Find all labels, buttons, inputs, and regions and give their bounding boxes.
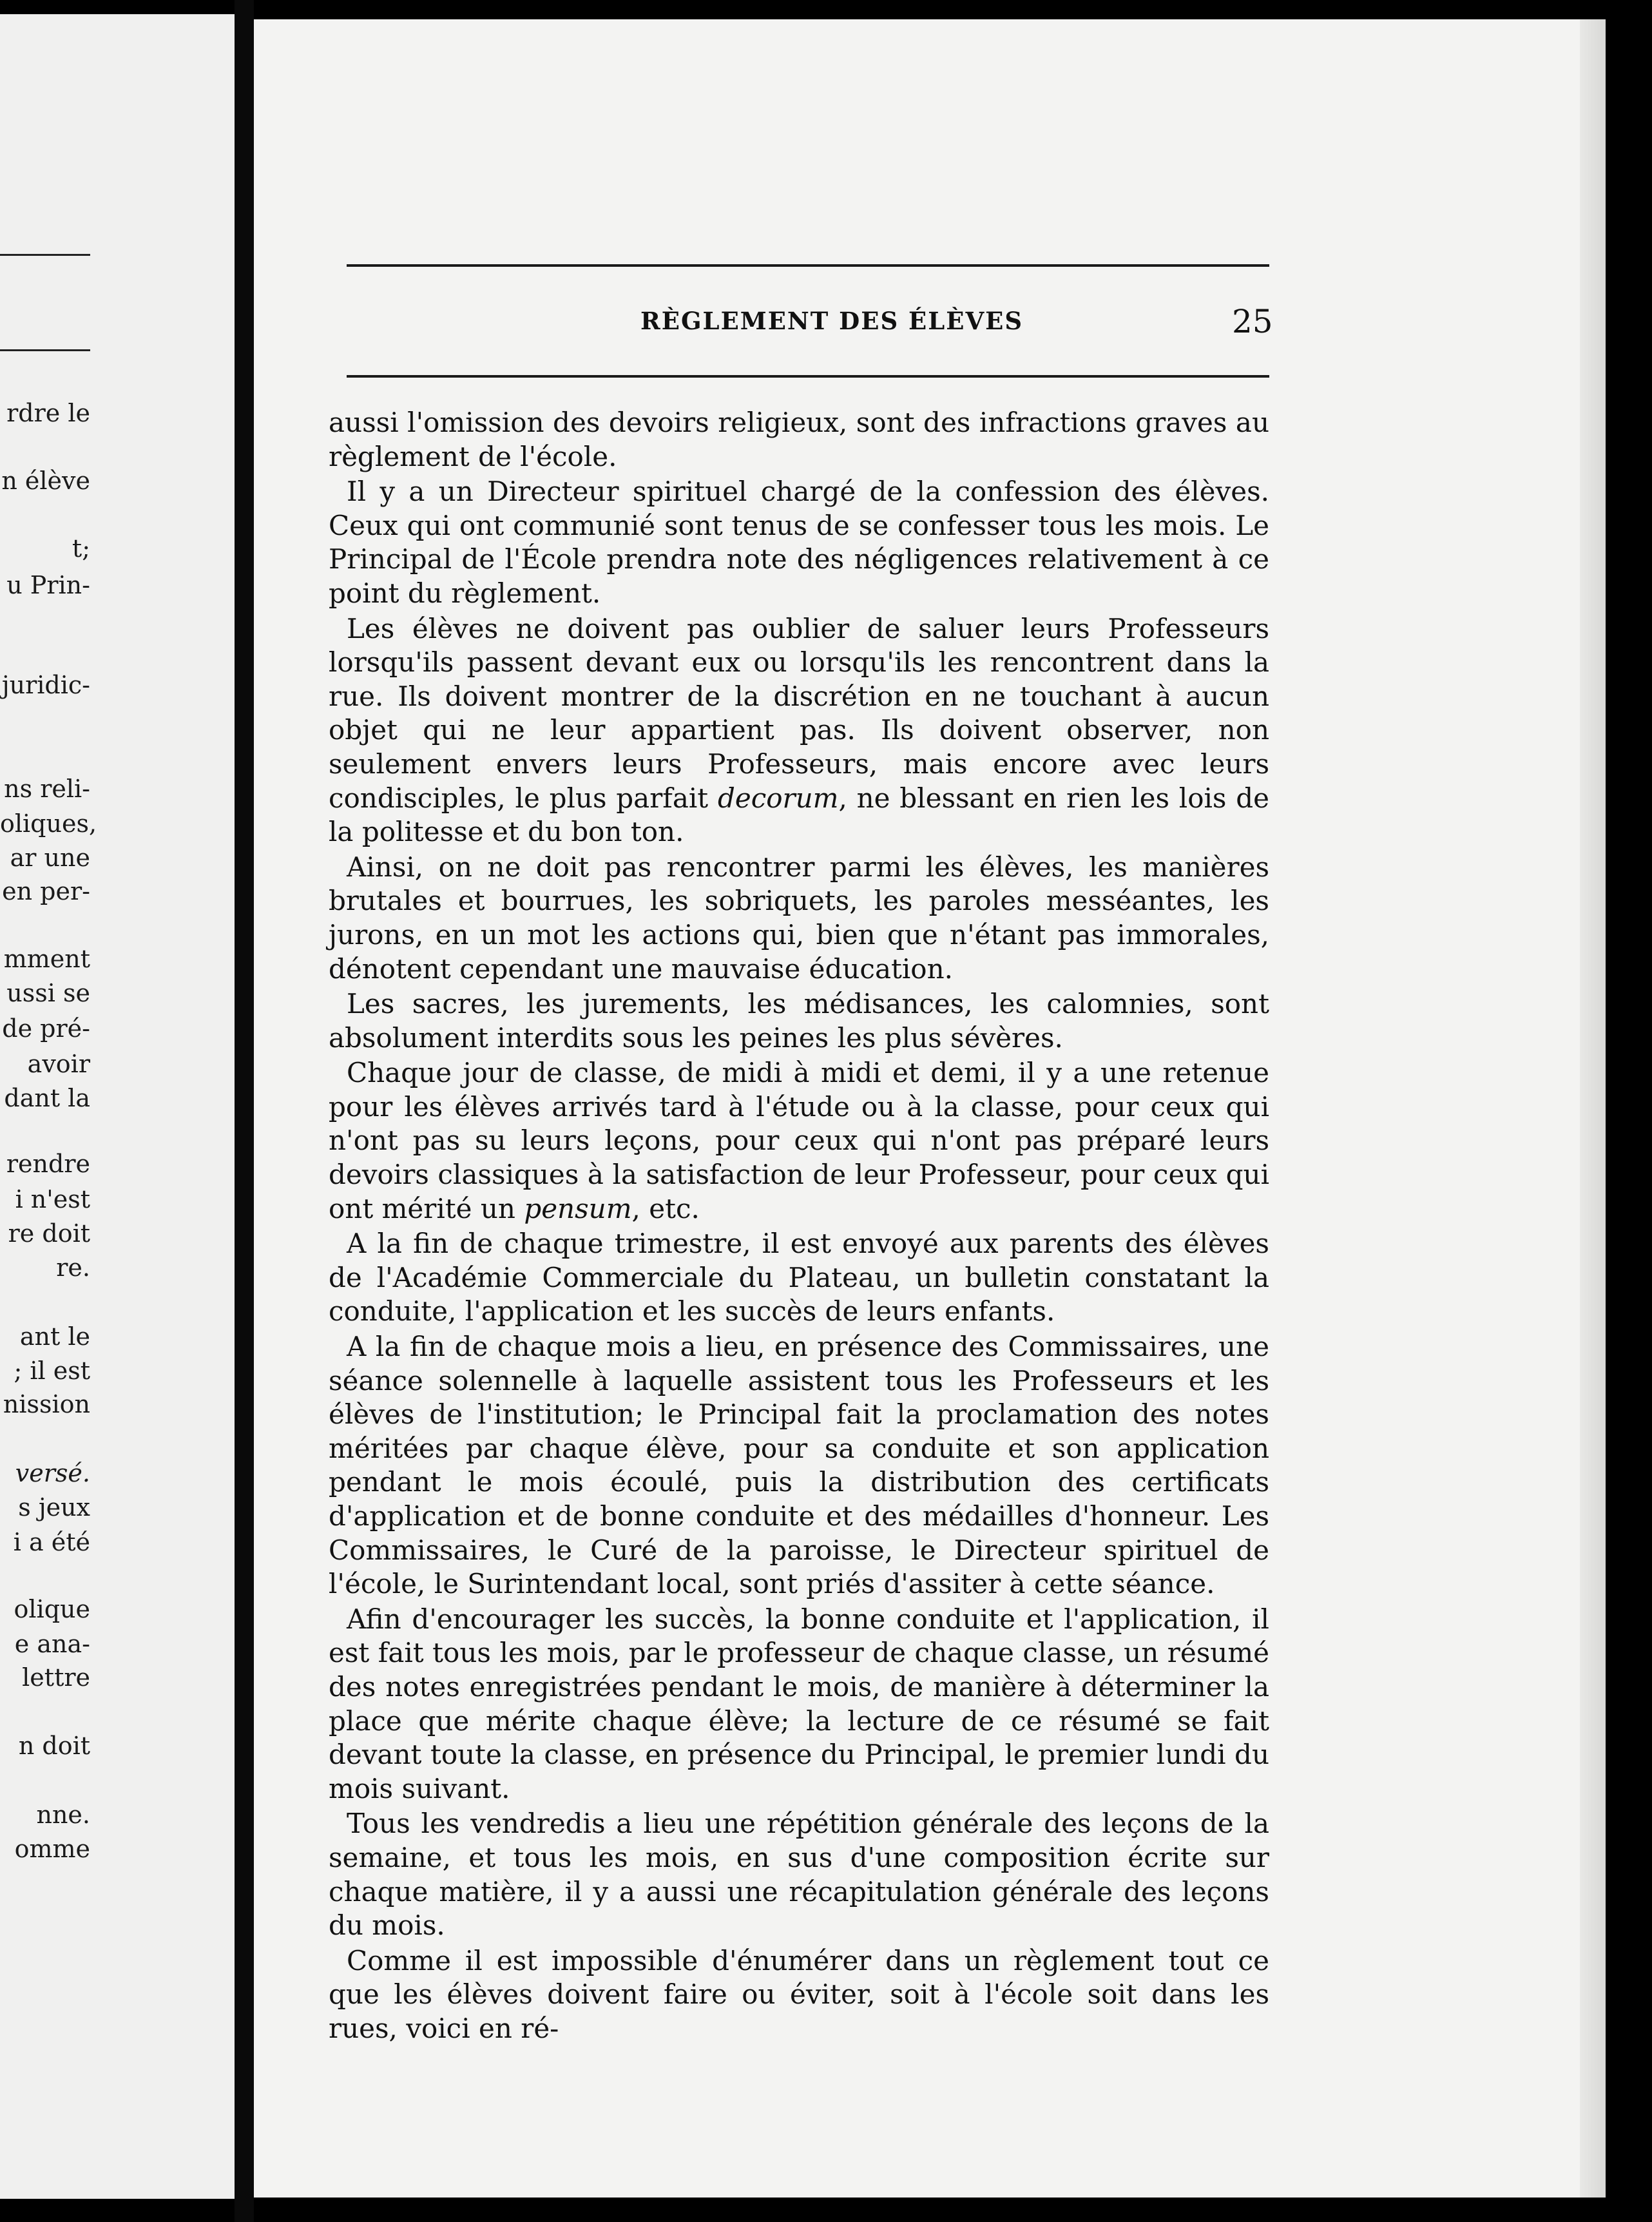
left-page-fragment: oliques,	[0, 809, 97, 838]
paragraph: Ainsi, on ne doit pas rencontrer parmi les élèves, les manières brutales et bourrues, les sobriquets, les paroles messéantes, les jurons, en un mot les actions qui, bien que n'étant pas immorales, dénotent cependant une mauvaise éducation.	[329, 851, 1269, 985]
left-page-fragment: s jeux	[18, 1493, 90, 1522]
page-25	[254, 19, 1606, 2198]
left-page-fragment: i n'est	[15, 1185, 90, 1213]
left-page-fragment: de pré-	[2, 1014, 90, 1043]
paragraph: Les sacres, les jurements, les médisances, les calomnies, sont absolument interdits sous les peines les plus sévères.	[329, 988, 1269, 1054]
left-page-fragment: re.	[56, 1253, 90, 1282]
left-page-fragment: omme	[14, 1835, 90, 1863]
left-page-fragment: dant la	[4, 1084, 90, 1112]
paragraph-text: , ne blessant en rien les lois de la politesse et du bon ton.	[329, 782, 1269, 848]
left-page-fragment: re doit	[8, 1219, 90, 1248]
paragraph: Afin d'encourager les succès, la bonne conduite et l'application, il est fait tous les mois, par le professeur de chaque classe, un résumé des notes enregistrées pendant le mois, de manière à déterminer la place que mérite chaque élève; la lecture de ce résumé se fait devant toute la classe, en présence du Principal, le premier lundi du mois suivant.	[329, 1603, 1269, 1804]
left-page-fragment: ussi se	[6, 979, 90, 1007]
left-page-fragment: ar une	[10, 844, 90, 872]
header-rule-bottom	[347, 375, 1269, 378]
running-head: RÈGLEMENT DES ÉLÈVES	[640, 307, 1024, 335]
paragraph: Il y a un Directeur spirituel chargé de la confession des élèves. Ceux qui ont communié sont tenus de se confesser tous les mois. Le Principal de l'École prendra note des négligences relativement à ce point du règlement.	[329, 476, 1269, 609]
left-page-fragment: e ana-	[14, 1630, 90, 1658]
left-page-fragment: u Prin-	[6, 571, 90, 599]
book-gutter	[235, 0, 254, 2222]
paragraph-text: Les élèves ne doivent pas oublier de saluer leurs Professeurs lorsqu'ils passent devant eux ou lorsqu'ils les rencontrent dans la rue. Ils doivent montrer de la discrétion en ne touchant à aucun objet qui ne leur appartient pas. Ils doivent observer, non seulement envers leurs Professeurs, mais encore avec leurs condisciples, le plus parfait	[329, 612, 1269, 814]
paragraph: aussi l'omission des devoirs religieux, sont des infractions graves au règlement de l'école.	[329, 407, 1269, 472]
left-page-rule	[0, 254, 90, 256]
italic-term-pensum: pensum	[524, 1192, 632, 1224]
paragraph-text: , etc.	[631, 1192, 700, 1224]
left-page-fragment: i a été	[13, 1528, 90, 1556]
paragraph: A la fin de chaque mois a lieu, en présence des Commissaires, une séance solennelle à laquelle assistent tous les Professeurs et les élèves de l'institution; le Principal fait la proclamation des notes méritées par chaque élève, pour sa conduite et son application pendant le mois écoulé, puis la distribution des certificats d'application et de bonne conduite et des médailles d'honneur. Les Commissaires, le Curé de la paroisse, le Directeur spirituel de l'école, le Surintendant local, sont priés d'assiter à cette séance.	[329, 1331, 1269, 1600]
left-page-fragment: avoir	[27, 1050, 90, 1078]
left-page-fragment: ant le	[19, 1322, 90, 1351]
left-page-fragment: juridic-	[1, 671, 90, 699]
paragraph	[329, 612, 1269, 849]
paragraph: A la fin de chaque trimestre, il est envoyé aux parents des élèves de l'Académie Commerciale du Plateau, un bulletin constatant la conduite, l'application et les succès de leurs enfants.	[329, 1228, 1269, 1328]
paragraph: Tous les vendredis a lieu une répétition générale des leçons de la semaine, et tous les mois, en sus d'une composition écrite sur chaque matière, il y a aussi une récapitulation générale des leçons du mois.	[329, 1808, 1269, 1942]
left-page-fragment: en per-	[2, 877, 90, 905]
left-page-fragment: nission	[3, 1390, 90, 1418]
left-page-fragment: n élève	[1, 467, 90, 495]
page-edge	[1580, 19, 1606, 2198]
left-page-fragment: ns reli-	[4, 775, 90, 803]
paragraph: Comme il est impossible d'énumérer dans un règlement tout ce que les élèves doivent faire ou éviter, soit à l'école soit dans les rues, voici en ré-	[329, 1944, 1269, 2044]
left-page-fragment: rdre le	[6, 399, 90, 427]
paragraph-text: Chaque jour de classe, de midi à midi et demi, il y a une retenue pour les élèves arrivés tard à l'étude ou à la classe, pour ceux qui n'ont pas su leurs leçons, pour ceux qui n'ont pas préparé leurs devoirs classiques à la satisfaction de leur Professeur, pour ceux qui ont mérité un	[329, 1057, 1269, 1224]
paragraph	[329, 1056, 1269, 1226]
left-page-fragment: versé.	[15, 1459, 90, 1487]
left-page-fragment: ; il est	[14, 1357, 90, 1385]
left-page-fragment: mment	[3, 945, 90, 973]
left-page-rule	[0, 349, 90, 351]
header-rule-top	[347, 264, 1269, 267]
italic-term-decorum: decorum	[717, 782, 839, 814]
left-page-fragment: t;	[72, 534, 90, 563]
left-facing-page	[0, 14, 235, 2199]
body-text	[329, 406, 1269, 2047]
left-page-fragment: olique	[14, 1595, 90, 1623]
left-page-fragment: nne.	[36, 1801, 90, 1829]
left-page-fragment: lettre	[22, 1663, 90, 1692]
page-number: 25	[1232, 303, 1273, 340]
left-page-fragment: rendre	[6, 1150, 90, 1178]
left-page-fragment: n doit	[18, 1732, 90, 1760]
